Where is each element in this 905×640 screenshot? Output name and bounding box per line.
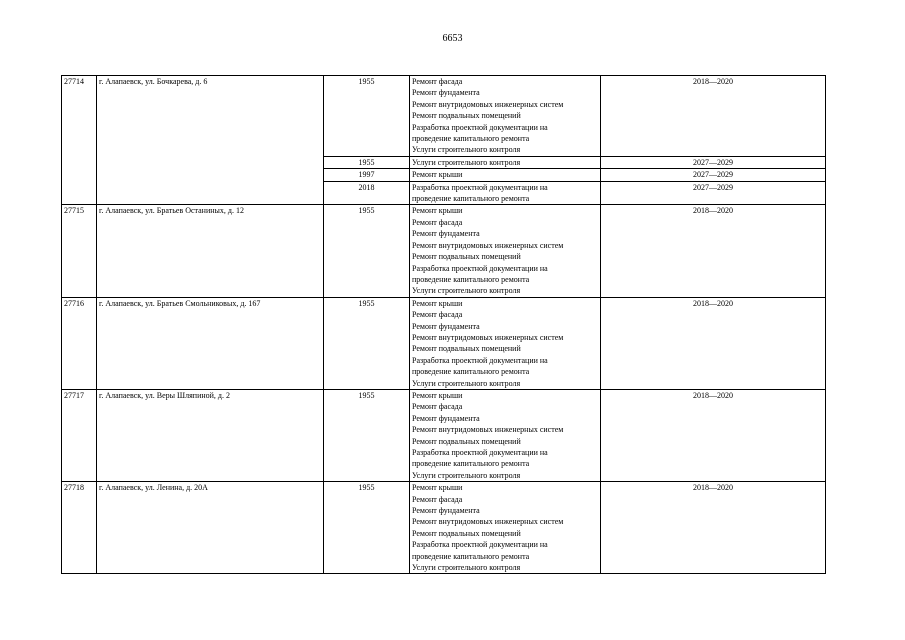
period-cell: 2018—2020 <box>601 297 826 389</box>
work-item: Услуги строительного контроля <box>412 563 521 573</box>
work-item: Ремонт подвальных помещений <box>412 252 521 262</box>
work-item: проведение капитального ремонта <box>412 367 530 377</box>
work-item: Ремонт фасада <box>412 310 463 320</box>
year-cell: 1955 <box>324 205 410 297</box>
table-row <box>62 389 826 481</box>
work-item: Ремонт крыши <box>412 483 463 493</box>
work-type-cell <box>410 156 601 168</box>
building-address-cell: г. Алапаевск, ул. Братьев Останиных, д. 12 <box>97 205 324 297</box>
work-item: Ремонт внутридомовых инженерных систем <box>412 332 564 342</box>
work-item: Ремонт подвальных помещений <box>412 436 521 446</box>
year-cell: 1955 <box>324 389 410 481</box>
work-item: Разработка проектной документации на <box>412 263 548 273</box>
building-id-cell: 27717 <box>62 389 97 481</box>
work-type-cell <box>410 205 601 297</box>
building-address-cell: г. Алапаевск, ул. Братьев Смольниковых, д. 167 <box>97 297 324 389</box>
year-cell: 1955 <box>324 76 410 157</box>
table-row <box>62 76 826 157</box>
table-row <box>62 482 826 574</box>
repair-schedule-table <box>61 75 826 574</box>
work-item: Услуги строительного контроля <box>412 470 521 480</box>
building-id-cell: 27716 <box>62 297 97 389</box>
work-item: Ремонт крыши <box>412 390 463 400</box>
work-item: Ремонт подвальных помещений <box>412 528 521 538</box>
table-row <box>62 297 826 389</box>
period-cell: 2018—2020 <box>601 76 826 157</box>
work-item: Разработка проектной документации на <box>412 448 548 457</box>
period-cell: 2027—2029 <box>601 156 826 168</box>
building-address-cell: г. Алапаевск, ул. Веры Шляпиной, д. 2 <box>97 389 324 481</box>
work-item: Ремонт фасада <box>412 217 463 227</box>
work-item: Ремонт фасада <box>412 494 463 504</box>
work-item: Разработка проектной документации на <box>412 182 548 192</box>
work-item: Ремонт фундамента <box>412 413 480 423</box>
work-item: Ремонт крыши <box>412 298 463 308</box>
work-item: Ремонт фундамента <box>412 321 480 331</box>
building-id-cell: 27714 <box>62 76 97 205</box>
period-cell: 2018—2020 <box>601 482 826 574</box>
work-item: проведение капитального ремонта <box>412 274 530 284</box>
work-item: Услуги строительного контроля <box>412 157 521 167</box>
building-address-cell: г. Алапаевск, ул. Бочкарева, д. 6 <box>97 76 324 205</box>
work-item: Ремонт крыши <box>412 170 463 180</box>
work-item: Ремонт фундамента <box>412 229 480 239</box>
work-item: Ремонт подвальных помещений <box>412 344 521 354</box>
year-cell: 1955 <box>324 482 410 574</box>
work-item: проведение капитального ремонта <box>412 551 530 561</box>
work-item: Услуги строительного контроля <box>412 286 521 296</box>
table-row <box>62 205 826 297</box>
work-item: Ремонт фасада <box>412 402 463 412</box>
year-cell: 1955 <box>324 156 410 168</box>
work-item: проведение капитального ремонта <box>412 194 530 204</box>
work-item: Разработка проектной документации на <box>412 355 548 365</box>
year-cell: 1997 <box>324 169 410 181</box>
work-item: Услуги строительного контроля <box>412 378 521 388</box>
work-item: проведение капитального ремонта <box>412 134 530 144</box>
work-type-cell <box>410 389 601 481</box>
work-item: Разработка проектной документации на <box>412 540 548 550</box>
work-item: Ремонт фундамента <box>412 506 480 516</box>
work-item: Разработка проектной документации на <box>412 122 548 132</box>
work-type-cell <box>410 482 601 574</box>
work-type-cell <box>410 297 601 389</box>
work-item: Ремонт фундамента <box>412 88 480 98</box>
page-number: 6653 <box>442 33 463 44</box>
building-id-cell: 27718 <box>62 482 97 574</box>
work-item: Ремонт крыши <box>412 206 463 216</box>
work-item: Ремонт внутридомовых инженерных систем <box>412 425 564 435</box>
period-cell: 2027—2029 <box>601 169 826 181</box>
period-cell: 2018—2020 <box>601 205 826 297</box>
work-type-cell <box>410 181 601 205</box>
work-item: Ремонт внутридомовых инженерных систем <box>412 99 564 109</box>
table-body <box>62 76 826 574</box>
building-address-cell: г. Алапаевск, ул. Ленина, д. 20А <box>97 482 324 574</box>
work-type-cell <box>410 169 601 181</box>
work-item: Ремонт внутридомовых инженерных систем <box>412 517 564 527</box>
year-cell: 2018 <box>324 181 410 205</box>
work-item: Услуги строительного контроля <box>412 145 521 155</box>
work-item: Ремонт внутридомовых инженерных систем <box>412 240 564 250</box>
year-cell: 1955 <box>324 297 410 389</box>
work-item: проведение капитального ремонта <box>412 459 530 469</box>
work-type-cell <box>410 76 601 157</box>
period-cell: 2027—2029 <box>601 181 826 205</box>
work-item: Ремонт подвальных помещений <box>412 111 521 121</box>
period-cell: 2018—2020 <box>601 389 826 481</box>
building-id-cell: 27715 <box>62 205 97 297</box>
work-item: Ремонт фасада <box>412 77 463 86</box>
